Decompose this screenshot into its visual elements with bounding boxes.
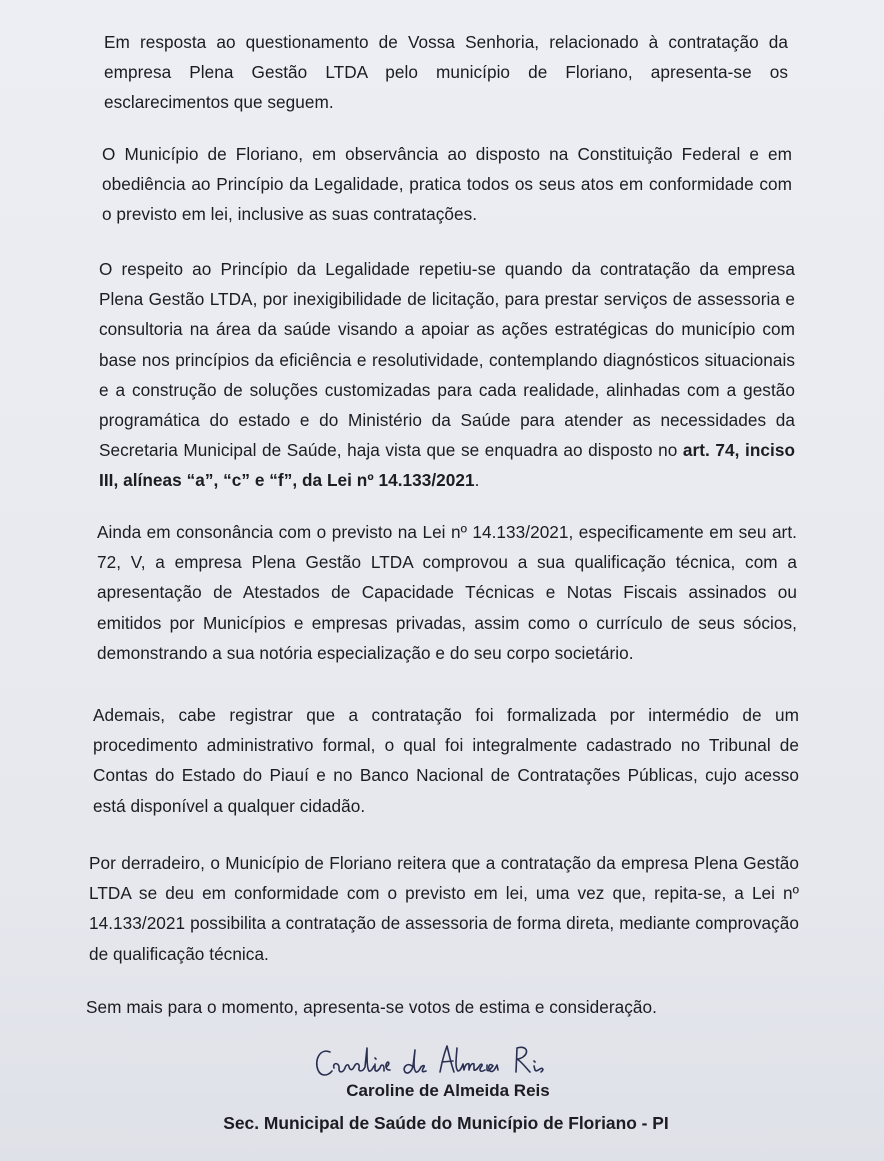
legal-reference: art. 74, inciso III, alíneas “a”, “c” e “f”, da Lei nº 14.133/2021 bbox=[99, 440, 795, 491]
paragraph-contract-basis bbox=[99, 254, 795, 496]
paragraph-procedure: Ademais, cabe registrar que a contratação foi formalizada por intermédio de um procedimento administrativo formal, o qual foi integralmente cadastrado no Tribunal de Contas do Estado do Piauí e no Banco Nacional de Contratações Públicas, cujo acesso está disponível a qualquer cidadão. bbox=[93, 705, 799, 816]
paragraph-conclusion: Por derradeiro, o Município de Floriano reitera que a contratação da empresa Plena Gestão LTDA se deu em conformidade com o previsto em lei, uma vez que, repita-se, a Lei nº 14.133/2021 possibilita a contratação de assessoria de forma direta, mediante comprovação de qualificação técnica. bbox=[89, 853, 799, 964]
signer-name: Caroline de Almeida Reis bbox=[346, 1081, 550, 1100]
signer-title: Sec. Municipal de Saúde do Município de Floriano - PI bbox=[223, 1113, 669, 1133]
paragraph-legality: O Município de Floriano, em observância ao disposto na Constituição Federal e em obediência ao Princípio da Legalidade, pratica todos os seus atos em conformidade com o previsto em lei, inclusive as suas contratações. bbox=[102, 144, 792, 225]
paragraph-closing: Sem mais para o momento, apresenta-se votos de estima e consideração. bbox=[86, 997, 657, 1017]
paragraph-qualification: Ainda em consonância com o previsto na Lei nº 14.133/2021, especificamente em seu art. 72, V, a empresa Plena Gestão LTDA comprovou a sua qualificação técnica, com a apresentação de Atestados de Capacidade Técnicas e Notas Fiscais assinados ou emitidos por Municípios e empresas privadas, assim como o currículo de seus sócios, demonstrando a sua notória especialização e do seu corpo societário. bbox=[97, 522, 797, 663]
paragraph-contract-basis-end: . bbox=[474, 470, 480, 491]
paragraph-intro: Em resposta ao questionamento de Vossa Senhoria, relacionado à contratação da empresa Plena Gestão LTDA pelo município de Floriano, apresenta-se os esclarecimentos que seguem. bbox=[104, 32, 788, 113]
paragraph-contract-basis-text: O respeito ao Princípio da Legalidade repetiu-se quando da contratação da empresa Plena Gestão LTDA, por inexigibilidade de licitação, para prestar serviços de assessoria e consultoria na área da saúde visando a apoiar as ações estratégicas do município com base nos princípios da eficiência e resolutividade, contemplando diagnósticos situacionais e a construção de soluções customizadas para cada realidade, alinhadas com a gestão programática do estado e do Ministério da Saúde para atender as necessidades da Secretaria Municipal de Saúde, haja vista que se enquadra ao disposto no bbox=[99, 259, 795, 461]
